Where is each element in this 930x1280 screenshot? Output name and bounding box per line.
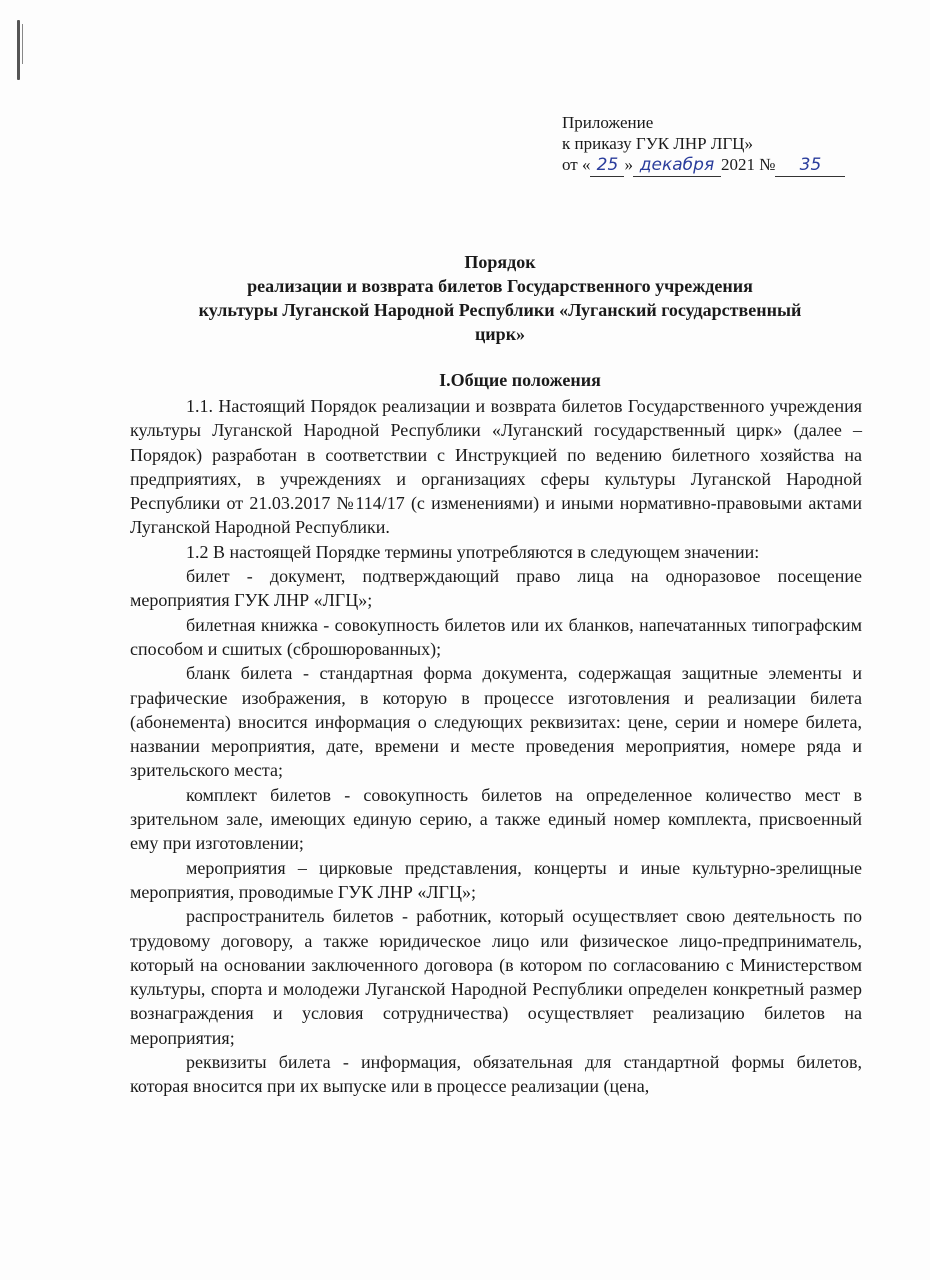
title-line-2: реализации и возврата билетов Государственного учреждения (247, 276, 753, 296)
document-body (130, 394, 862, 1099)
title-line-1: Порядок (464, 252, 536, 272)
title-line-4: цирк» (474, 324, 526, 344)
paragraph: 1.1. Настоящий Порядок реализации и возврата билетов Государственного учреждения культуры Луганской Народной Республики «Луганский государственный цирк» (далее – Порядок) разработан в соответствии с Инструкцией по ведению билетного хозяйства на предприятиях, в учреждениях и организациях сферы культуры Луганской Народной Республики от 21.03.2017 №114/17 (с изменениями) и иными нормативно-правовыми актами Луганской Народной Республики. (130, 396, 862, 538)
title-line-3: культуры Луганской Народной Республики «Луганский государственный (198, 300, 802, 320)
paragraph: билетная книжка - совокупность билетов или их бланков, напечатанных типографским способом и сшитых (сброшюрованных); (130, 614, 862, 659)
paragraph: мероприятия – цирковые представления, концерты и иные культурно-зрелищные мероприятия, проводимые ГУК ЛНР «ЛГЦ»; (130, 857, 862, 902)
appendix-date-line (562, 154, 845, 177)
paragraph: распространитель билетов - работник, который осуществляет свою деятельность по трудовому договору, а также юридическое лицо или физическое лицо-предприниматель, который на основании заключенного договора (в котором по согласованию с Министерством культуры, спорта и молодежи Луганской Народной Республики определен конкретный размер вознаграждения и условия сотрудничества) осуществляет реализацию билетов на мероприятия; (130, 906, 862, 1048)
paragraph: билет - документ, подтверждающий право лица на одноразовое посещение мероприятия ГУК ЛНР «ЛГЦ»; (130, 566, 862, 611)
scan-edge-mark-thin (22, 24, 23, 64)
appendix-line-2: к приказу ГУК ЛНР ЛГЦ» (562, 134, 753, 153)
date-separator: » (624, 155, 633, 174)
scan-edge-mark (17, 20, 20, 80)
paragraph: бланк билета - стандартная форма документа, содержащая защитные элементы и графические изображения, в которую в процессе изготовления и реализации билета (абонемента) вносится информация о следующих реквизитах: цене, серии и номере билета, названии мероприятия, дате, времени и месте проведения мероприятия, номере ряда и зрительского места; (130, 663, 862, 781)
date-year: 2021 № (720, 155, 776, 174)
paragraph: реквизиты билета - информация, обязательная для стандартной формы билетов, которая вносится при их выпуске или в процессе реализации (цена, (130, 1052, 862, 1097)
appendix-line-1: Приложение (562, 113, 654, 132)
handwritten-number: 35 (775, 155, 845, 177)
appendix-block (562, 112, 845, 177)
date-prefix: от « (562, 155, 591, 174)
paragraph: комплект билетов - совокупность билетов на определенное количество мест в зрительном зале, имеющих единую серию, а также единый номер комплекта, присвоенный ему при изготовлении; (130, 784, 862, 854)
handwritten-day: 25 (590, 155, 624, 177)
paragraph: 1.2 В настоящей Порядке термины употребляются в следующем значении: (186, 541, 760, 562)
section-heading: I.Общие положения (439, 370, 601, 390)
document-title (110, 250, 890, 346)
handwritten-month: декабря (633, 155, 721, 177)
